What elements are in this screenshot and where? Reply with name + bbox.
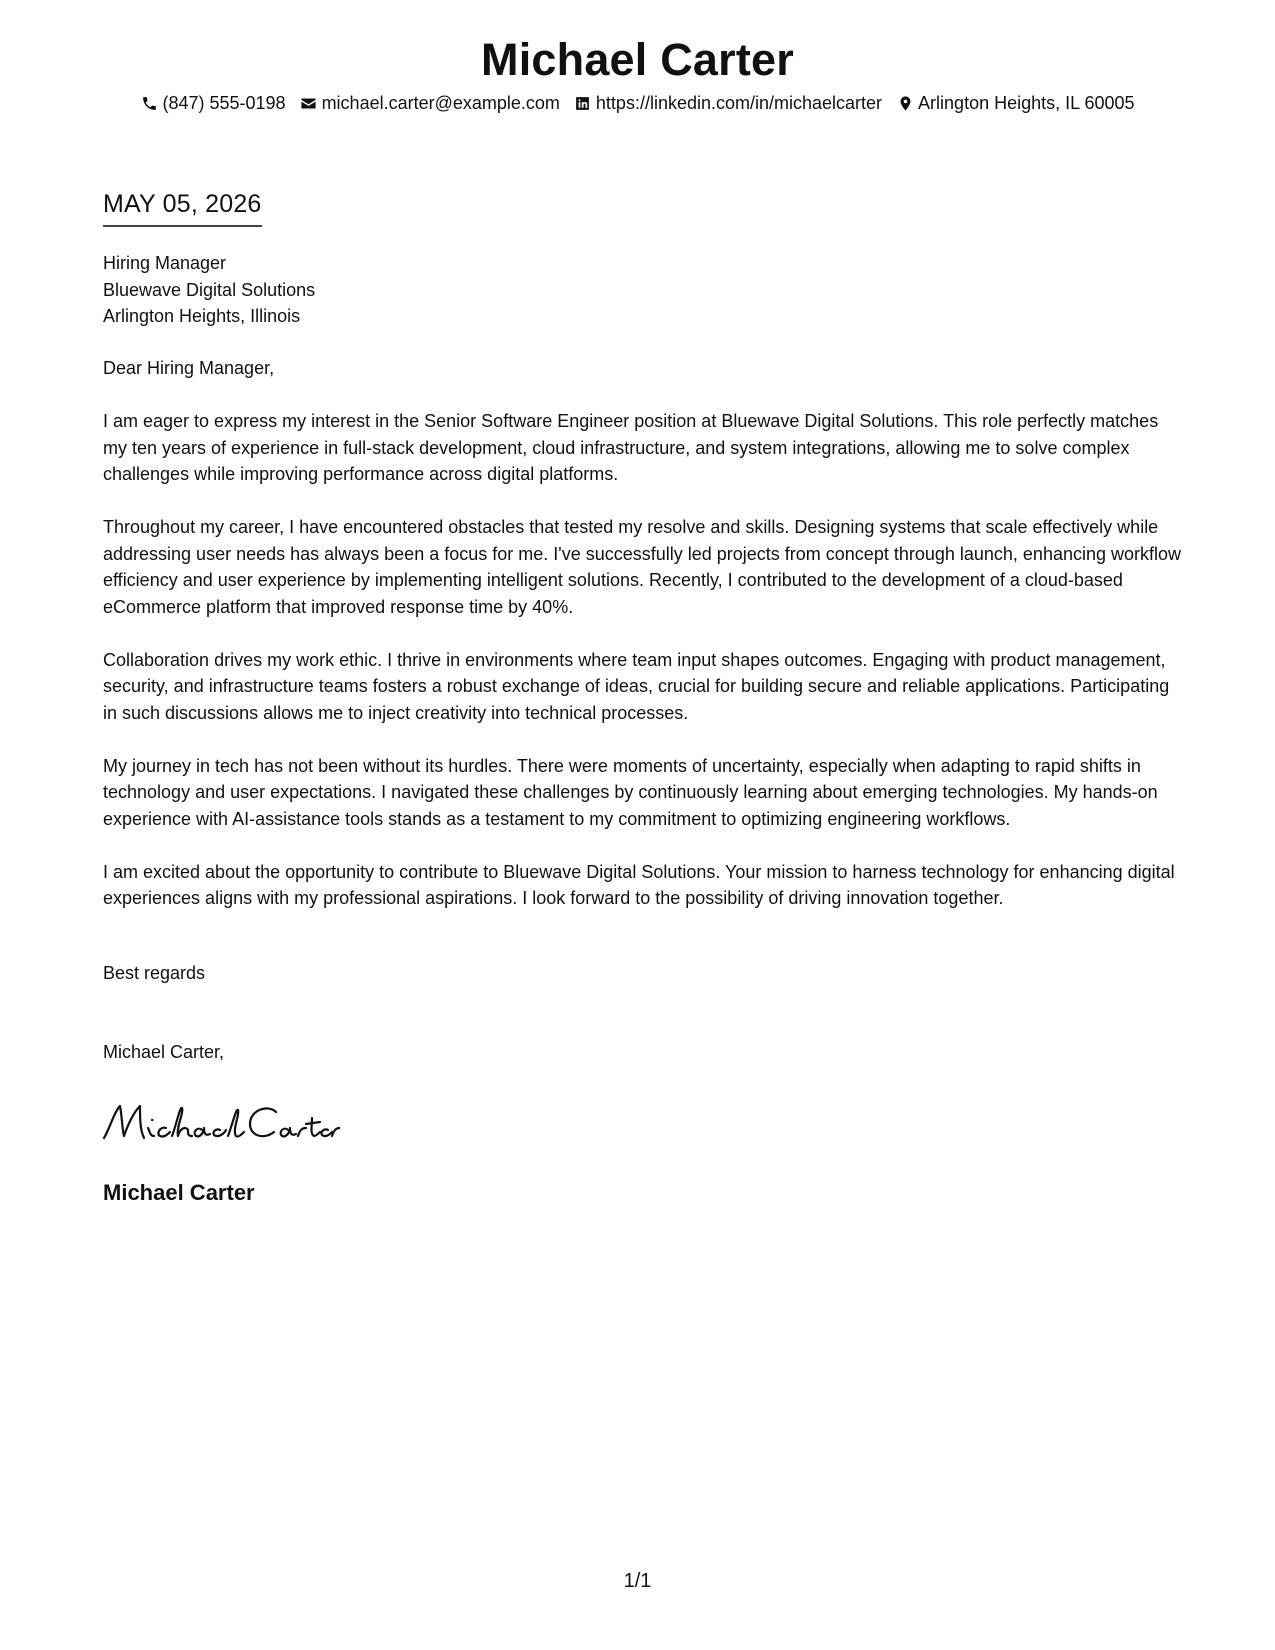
page-number: 1/1 <box>623 1570 652 1592</box>
location-text: Arlington Heights, IL 60005 <box>918 93 1135 113</box>
recipient-block <box>103 250 315 330</box>
phone-text: (847) 555-0198 <box>162 93 286 113</box>
recipient-company: Bluewave Digital Solutions <box>103 279 316 300</box>
map-marker-icon <box>896 95 914 113</box>
phone-icon <box>140 95 158 113</box>
closing-phrase: Best regards <box>103 963 206 983</box>
handwritten-signature <box>100 1098 340 1150</box>
printed-signature-name: Michael Carter <box>103 1180 255 1205</box>
letter-date: MAY 05, 2026 <box>103 190 262 227</box>
applicant-name-heading: Michael Carter <box>481 34 794 85</box>
closing-name: Michael Carter, <box>103 1042 225 1062</box>
letter-body <box>103 355 1183 938</box>
contact-linkedin[interactable] <box>574 93 882 114</box>
recipient-title: Hiring Manager <box>103 253 227 273</box>
linkedin-text[interactable]: https://linkedin.com/in/michaelcarter <box>595 93 883 113</box>
recipient-location: Arlington Heights, Illinois <box>103 306 301 326</box>
contact-email[interactable] <box>300 93 560 114</box>
contact-info-bar <box>0 93 1275 114</box>
envelope-icon <box>300 95 318 113</box>
contact-phone <box>140 93 285 114</box>
body-paragraph: Collaboration drives my work ethic. I thrive in environments where team input shapes outcomes. Engaging with product management, security, and infrastructure teams fosters a robust exchange of ideas, crucial for building secure and reliable applications. Participating in such discussions allows me to inject creativity into technical processes. <box>103 649 1170 723</box>
body-paragraph: I am eager to express my interest in the Senior Software Engineer position at Bluewave Digital Solutions. This role perfectly matches my ten years of experience in full-stack development, cloud infrastructure, and system integrations, allowing me to solve complex challenges while improving performance across digital platforms. <box>103 411 1159 484</box>
body-paragraph: Throughout my career, I have encountered obstacles that tested my resolve and skills. Designing systems that scale effectively while addressing user needs has always been a focus for me. I've successfully led projects from concept through launch, enhancing workflow efficiency and user experience by implementing intelligent solutions. Recently, I contributed to the development of a cloud-based eCommerce platform that improved response time by 40%. <box>103 517 1182 617</box>
salutation: Dear Hiring Manager, <box>103 358 275 378</box>
body-paragraph: I am excited about the opportunity to contribute to Bluewave Digital Solutions. Your mission to harness technology for enhancing digital experiences aligns with my professional aspirations. I look forward to the possibility of driving innovation together. <box>103 861 1175 908</box>
email-text[interactable]: michael.carter@example.com <box>321 93 560 113</box>
body-paragraph: My journey in tech has not been without its hurdles. There were moments of uncertainty, especially when adapting to rapid shifts in technology and user expectations. I navigated these challenges by continuously learning about emerging technologies. My hands-on experience with AI-assistance tools stands as a testament to my commitment to optimizing engineering workflows. <box>103 755 1158 829</box>
contact-location <box>896 93 1134 114</box>
linkedin-icon <box>574 95 592 113</box>
